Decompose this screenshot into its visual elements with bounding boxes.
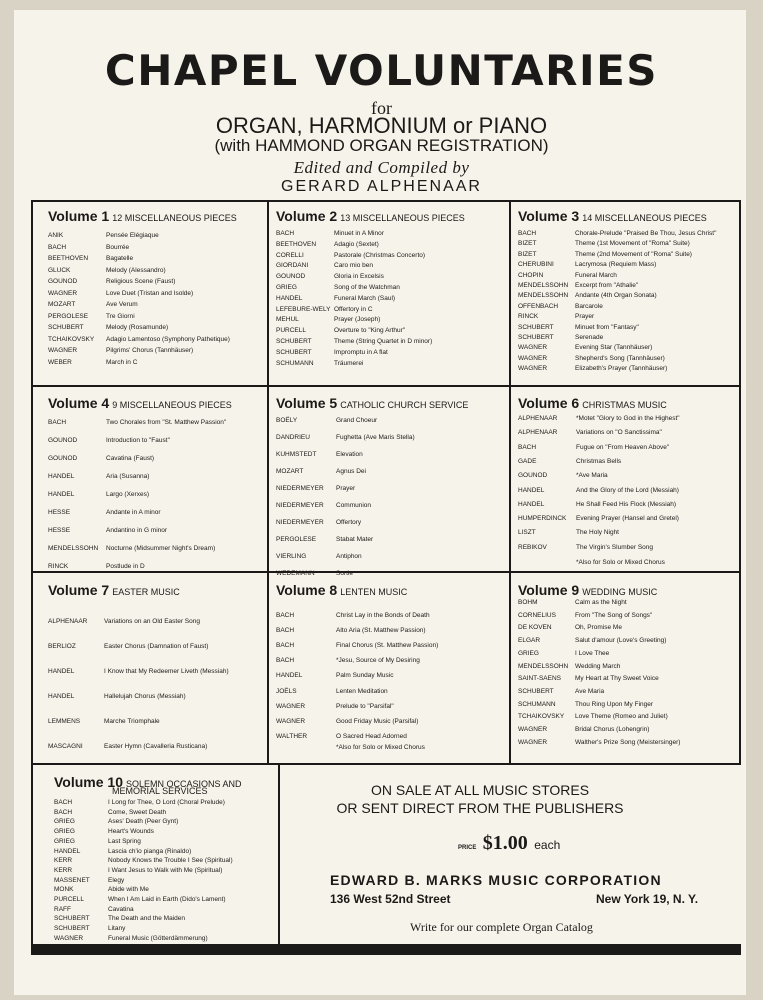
piece-title: Prayer (Joseph) bbox=[334, 316, 381, 324]
piece-title: Pastorale (Christmas Concerto) bbox=[334, 251, 426, 259]
price-amount: $1.00 bbox=[482, 832, 528, 854]
composer-name: ALPHENAAR bbox=[48, 618, 88, 625]
composer-name: PURCELL bbox=[54, 896, 84, 903]
composer-name: PERGOLESE bbox=[48, 312, 89, 320]
piece-title: Elizabeth's Prayer (Tannhäuser) bbox=[575, 365, 668, 373]
composer-name: GOUNOD bbox=[518, 472, 548, 480]
piece-title: Minuet in A Minor bbox=[334, 230, 384, 237]
composer-name: MENDELSSOHN bbox=[518, 662, 569, 670]
composer-name: HANDEL bbox=[48, 473, 75, 480]
piece-title: Wedding March bbox=[575, 662, 621, 670]
volume-number: Volume 1 bbox=[48, 208, 110, 224]
piece-title: Funeral March (Saul) bbox=[334, 294, 396, 302]
composer-name: BERLIOZ bbox=[48, 643, 76, 650]
piece-title: Variations on an Old Easter Song bbox=[104, 618, 200, 625]
piece-title: Tre Giorni bbox=[106, 312, 135, 320]
piece-title: Andantino in G minor bbox=[106, 527, 168, 534]
composer-name: SCHUBERT bbox=[54, 915, 90, 923]
composer-name: ALPHENAAR bbox=[518, 415, 558, 422]
piece-title: Marche Triomphale bbox=[104, 718, 160, 725]
piece-title: I Love Thee bbox=[575, 649, 610, 657]
piece-title: Love Theme (Romeo and Juliet) bbox=[575, 713, 668, 721]
composer-name: KERR bbox=[54, 857, 73, 865]
piece-title: Barcarole bbox=[575, 302, 603, 310]
composer-name: SCHUBERT bbox=[518, 687, 554, 695]
piece-title: Bourrée bbox=[106, 243, 130, 251]
composer-name: LISZT bbox=[518, 529, 536, 537]
volume-heading bbox=[48, 395, 232, 413]
grid-line-row3 bbox=[31, 763, 741, 765]
composer-name: GOUNOD bbox=[48, 455, 78, 462]
composer-name: BACH bbox=[276, 657, 295, 665]
volume-1 bbox=[48, 202, 263, 384]
piece-title: Caro mio ben bbox=[334, 262, 374, 270]
composer-name: WAGNER bbox=[276, 702, 306, 710]
composer-name: MENDELSSOHN bbox=[518, 282, 569, 289]
volume-description: CHRISTMAS MUSIC bbox=[582, 400, 667, 410]
piece-title: Ave Maria bbox=[575, 687, 605, 695]
piece-title: Walther's Prize Song (Meistersinger) bbox=[575, 738, 681, 746]
piece-title: Postlude in D bbox=[106, 563, 145, 570]
piece-title: Prayer bbox=[336, 485, 356, 492]
composer-name: KUHMSTEDT bbox=[276, 451, 317, 458]
composer-name: HESSE bbox=[48, 509, 71, 516]
composer-name: ALPHENAAR bbox=[518, 429, 558, 437]
piece-title: Pilgrims' Chorus (Tannhäuser) bbox=[106, 347, 194, 354]
volume-heading bbox=[48, 582, 180, 600]
volume-heading bbox=[518, 395, 667, 413]
piece-title: *Jesu, Source of My Desiring bbox=[336, 657, 420, 665]
composer-name: BACH bbox=[48, 419, 67, 426]
composer-name: MENDELSSOHN bbox=[48, 545, 99, 552]
composer-name: BACH bbox=[276, 230, 295, 237]
piece-title: Communion bbox=[336, 502, 372, 509]
piece-title: Bridal Chorus (Lohengrin) bbox=[575, 726, 650, 733]
composer-name: HANDEL bbox=[518, 500, 545, 508]
piece-title: Funeral Music (Götterdämmerung) bbox=[108, 934, 208, 942]
piece-title: Cavatina (Faust) bbox=[106, 455, 155, 462]
composer-name: HANDEL bbox=[518, 486, 545, 494]
volume-description: 14 MISCELLANEOUS PIECES bbox=[582, 213, 707, 223]
piece-title: I Long for Thee, O Lord (Choral Prelude) bbox=[108, 799, 225, 806]
composer-name: WALTHER bbox=[276, 732, 308, 740]
composer-name: MOZART bbox=[48, 301, 76, 308]
piece-title: Aria (Susanna) bbox=[106, 473, 150, 480]
piece-title: The Death and the Maiden bbox=[108, 915, 185, 923]
composer-name: PURCELL bbox=[276, 327, 306, 335]
piece-title: Lenten Meditation bbox=[336, 687, 388, 695]
piece-title: Largo (Xerxes) bbox=[106, 491, 149, 498]
piece-title: Litany bbox=[108, 925, 126, 933]
piece-title: Bagatelle bbox=[106, 255, 134, 262]
composer-name: WAGNER bbox=[518, 354, 548, 362]
composer-name: SCHUBERT bbox=[276, 338, 312, 345]
piece-title: Overture to "King Arthur" bbox=[334, 327, 406, 335]
piece-title: Hallelujah Chorus (Messiah) bbox=[104, 693, 186, 700]
piece-title: Easter Hymn (Cavalleria Rusticana) bbox=[104, 743, 208, 750]
piece-title: Ave Verum bbox=[106, 301, 138, 308]
volume-3 bbox=[518, 202, 741, 384]
piece-title: Palm Sunday Music bbox=[336, 672, 394, 680]
piece-title: Träumerei bbox=[334, 359, 364, 367]
grid-line-row1 bbox=[31, 385, 741, 387]
piece-title: Easter Chorus (Damnation of Faust) bbox=[104, 643, 209, 650]
composer-name: CORNELIUS bbox=[518, 611, 556, 619]
composer-name: HANDEL bbox=[54, 847, 81, 855]
piece-title: Nocturne (Midsummer Night's Dream) bbox=[106, 545, 216, 552]
piece-title: Sortie bbox=[336, 570, 353, 577]
volume-description: WEDDING MUSIC bbox=[582, 587, 658, 597]
publisher-name: EDWARD B. MARKS MUSIC CORPORATION bbox=[330, 872, 662, 888]
composer-name: HANDEL bbox=[276, 672, 303, 680]
composer-name: SCHUMANN bbox=[276, 359, 314, 367]
piece-title: Come, Sweet Death bbox=[108, 808, 167, 816]
piece-title: Heart's Wounds bbox=[108, 828, 154, 836]
composer-name: BACH bbox=[518, 443, 537, 451]
composer-name: HANDEL bbox=[48, 693, 75, 700]
sale-line-1: ON SALE AT ALL MUSIC STORES bbox=[370, 782, 590, 798]
piece-title: I Know that My Redeemer Liveth (Messiah) bbox=[104, 668, 229, 675]
composer-name: ELGAR bbox=[518, 637, 541, 645]
piece-title: O Sacred Head Adorned bbox=[336, 732, 407, 740]
piece-title: Fugue on "From Heaven Above" bbox=[576, 443, 670, 451]
piece-title: Andante in A minor bbox=[106, 509, 161, 516]
composer-name: SCHUMANN bbox=[518, 700, 556, 708]
composer-name: BACH bbox=[54, 799, 73, 806]
subtitle-instruments: ORGAN, HARMONIUM or PIANO bbox=[215, 113, 548, 138]
bottom-rule bbox=[31, 944, 741, 955]
composer-name: MASCAGNI bbox=[48, 743, 83, 750]
piece-title: Theme (String Quartet in D minor) bbox=[334, 338, 433, 345]
composer-name: SCHUBERT bbox=[276, 348, 312, 356]
composer-name: SCHUBERT bbox=[518, 323, 554, 331]
composer-name: BACH bbox=[518, 230, 537, 237]
composer-name: NIEDERMEYER bbox=[276, 519, 324, 526]
composer-name: HANDEL bbox=[48, 491, 75, 498]
publisher-city: New York 19, N. Y. bbox=[596, 892, 699, 906]
piece-title: The Virgin's Slumber Song bbox=[576, 543, 653, 551]
volume-7 bbox=[48, 576, 273, 756]
composer-name: NIEDERMEYER bbox=[276, 502, 324, 509]
piece-title: Salut d'amour (Love's Greeting) bbox=[575, 637, 667, 645]
piece-title: *Ave Maria bbox=[576, 472, 608, 480]
composer-name: RAFF bbox=[54, 905, 71, 913]
piece-title: Elevation bbox=[336, 451, 363, 458]
composer-name: GOUNOD bbox=[48, 278, 78, 285]
composer-name: BEETHOVEN bbox=[48, 255, 89, 262]
composer-name: WAGNER bbox=[518, 344, 548, 352]
composer-name: SCHUBERT bbox=[54, 925, 90, 933]
composer-name: GOUNOD bbox=[276, 273, 306, 281]
volume-number: Volume 4 bbox=[48, 395, 110, 411]
composer-name: WAGNER bbox=[54, 934, 84, 942]
piece-title: He Shall Feed His Flock (Messiah) bbox=[576, 500, 677, 508]
piece-title: Song of the Watchman bbox=[334, 284, 400, 291]
composer-name: NIEDERMEYER bbox=[276, 485, 324, 492]
composer-name: GRIEG bbox=[518, 649, 539, 657]
volume-number: Volume 2 bbox=[276, 208, 338, 224]
composer-name: MEHUL bbox=[276, 316, 299, 324]
piece-title: Abide with Me bbox=[108, 886, 149, 894]
composer-name: MENDELSSOHN bbox=[518, 292, 569, 300]
volume-heading bbox=[518, 208, 707, 226]
piece-title: Variations on "O Sanctissima" bbox=[576, 429, 662, 437]
composer-name: BOËLY bbox=[276, 417, 298, 424]
piece-title: Evening Star (Tannhäuser) bbox=[575, 344, 653, 352]
piece-title: Stabat Mater bbox=[336, 536, 374, 543]
composer-name: REBIKOV bbox=[518, 543, 547, 551]
piece-title: Cavatina bbox=[108, 905, 134, 913]
composer-name: SAINT-SAENS bbox=[518, 675, 561, 683]
composer-name: BACH bbox=[276, 612, 295, 619]
composer-name: CORELLI bbox=[276, 251, 304, 259]
piece-title: Last Spring bbox=[108, 837, 141, 845]
composer-name: GIORDANI bbox=[276, 262, 309, 270]
piece-title: Melody (Alessandro) bbox=[106, 266, 166, 274]
composer-name: ANIK bbox=[48, 232, 64, 239]
composer-name: BACH bbox=[276, 642, 295, 650]
piece-title: Shepherd's Song (Tannhäuser) bbox=[575, 354, 665, 362]
composer-name: HANDEL bbox=[48, 668, 75, 675]
publisher-address: 136 West 52nd Street bbox=[330, 892, 451, 906]
grid-line-col2 bbox=[509, 200, 511, 763]
volume-6 bbox=[518, 389, 741, 572]
composer-name: MONK bbox=[54, 886, 74, 894]
piece-title: Oh, Promise Me bbox=[575, 624, 622, 632]
composer-name: LEFEBURE-WELY bbox=[276, 305, 331, 313]
price-row bbox=[458, 832, 560, 855]
piece-title: Adagio Lamentoso (Symphony Pathetique) bbox=[106, 335, 230, 343]
composer-name: HUMPERDINCK bbox=[518, 515, 567, 523]
composer-name: PERGOLESE bbox=[276, 536, 317, 543]
composer-name: DANDRIEU bbox=[276, 434, 310, 441]
piece-title: Final Chorus (St. Matthew Passion) bbox=[336, 642, 439, 650]
composer-name: JOËLS bbox=[276, 687, 297, 695]
volume-number: Volume 6 bbox=[518, 395, 580, 411]
piece-title: Christ Lay in the Bonds of Death bbox=[336, 612, 430, 619]
composer-name: GOUNOD bbox=[48, 437, 78, 444]
composer-name: OFFENBACH bbox=[518, 302, 559, 310]
piece-title: And the Glory of the Lord (Messiah) bbox=[576, 486, 679, 494]
piece-title: Andante (4th Organ Sonata) bbox=[575, 292, 657, 300]
composer-name: TCHAIKOVSKY bbox=[48, 335, 95, 343]
piece-title: When I Am Laid in Earth (Dido's Lament) bbox=[108, 896, 226, 903]
piece-title: Agnus Dei bbox=[336, 468, 366, 475]
composer-name: RINCK bbox=[518, 313, 539, 321]
composer-name: BACH bbox=[276, 627, 295, 635]
subtitle-for: for bbox=[371, 98, 392, 118]
volume-4 bbox=[48, 389, 263, 572]
piece-title: Chorale-Prelude "Praised Be Thou, Jesus Christ" bbox=[575, 230, 717, 237]
piece-title: *Motet "Glory to God in the Highest" bbox=[576, 415, 680, 422]
volume-heading bbox=[276, 208, 465, 226]
composer-name: DE KOVEN bbox=[518, 624, 552, 632]
composer-name: WEBER bbox=[48, 358, 72, 366]
piece-title: Grand Choeur bbox=[336, 417, 378, 424]
composer-name: BACH bbox=[54, 808, 73, 816]
composer-name: GRIEG bbox=[54, 828, 75, 836]
piece-title: Christmas Bells bbox=[576, 457, 622, 465]
piece-title: Good Friday Music (Parsifal) bbox=[336, 717, 419, 725]
footnote: *Also for Solo or Mixed Chorus bbox=[576, 559, 665, 566]
piece-title: Minuet from "Fantasy" bbox=[575, 323, 639, 331]
composer-name: VIERLING bbox=[276, 553, 307, 560]
composer-name: GADE bbox=[518, 457, 537, 465]
composer-name: BOHM bbox=[518, 599, 538, 606]
volume-description: 12 MISCELLANEOUS PIECES bbox=[112, 213, 237, 223]
composer-name: HANDEL bbox=[276, 294, 303, 302]
piece-title: Adagio (Sextet) bbox=[334, 240, 379, 248]
editor-name: GERARD ALPHENAAR bbox=[281, 178, 482, 195]
composer-name: BIZET bbox=[518, 250, 537, 258]
edited-by-line: Edited and Compiled by bbox=[293, 158, 470, 177]
composer-name: KERR bbox=[54, 866, 73, 874]
piece-title: Fughetta (Ave Maris Stella) bbox=[336, 434, 415, 441]
volume-heading bbox=[276, 395, 468, 413]
volume-heading bbox=[48, 208, 237, 226]
volume-description: LENTEN MUSIC bbox=[340, 587, 408, 597]
piece-title: Lacrymosa (Requiem Mass) bbox=[575, 261, 657, 269]
composer-name: GRIEG bbox=[54, 837, 75, 845]
piece-title: The Holy Night bbox=[576, 529, 619, 537]
piece-title: Introduction to "Faust" bbox=[106, 437, 170, 444]
volume-9 bbox=[518, 576, 741, 756]
piece-title: Offertory in C bbox=[334, 305, 373, 313]
composer-name: WAGNER bbox=[48, 289, 78, 297]
piece-title: Two Chorales from "St. Matthew Passion" bbox=[106, 419, 227, 426]
composer-name: SCHUBERT bbox=[48, 324, 84, 331]
composer-name: LEMMENS bbox=[48, 718, 81, 725]
volume-description: EASTER MUSIC bbox=[112, 587, 180, 597]
composer-name: WAGNER bbox=[276, 717, 306, 725]
piece-title: Lascia ch'io pianga (Rinaldo) bbox=[108, 847, 192, 855]
volume-2 bbox=[276, 202, 506, 384]
composer-name: SCHUBERT bbox=[518, 334, 554, 341]
piece-title: Funeral March bbox=[575, 271, 617, 279]
composer-name: WAGNER bbox=[48, 347, 78, 354]
composer-name: HESSE bbox=[48, 527, 71, 534]
piece-title: Theme (2nd Movement of "Roma" Suite) bbox=[575, 250, 692, 258]
subtitle-hammond: (with HAMMOND ORGAN REGISTRATION) bbox=[214, 136, 549, 155]
piece-title: I Want Jesus to Walk with Me (Spiritual) bbox=[108, 866, 223, 874]
piece-title: Nobody Knows the Trouble I See (Spiritual) bbox=[108, 857, 233, 865]
volume-number: Volume 8 bbox=[276, 582, 338, 598]
composer-name: BACH bbox=[48, 243, 67, 251]
piece-title: Pensée Elégiaque bbox=[106, 232, 159, 239]
price-each: each bbox=[534, 838, 561, 852]
piece-title: Prayer bbox=[575, 313, 595, 321]
footnote: *Also for Solo or Mixed Chorus bbox=[336, 744, 425, 751]
composer-name: WEDEMANN bbox=[276, 570, 315, 577]
piece-title: March in C bbox=[106, 358, 138, 366]
composer-name: BIZET bbox=[518, 240, 537, 248]
composer-name: WAGNER bbox=[518, 726, 548, 733]
piece-title: Offertory bbox=[336, 519, 362, 526]
volume-description: SOLEMN OCCASIONS AND bbox=[126, 779, 242, 789]
piece-title: Prelude to "Parsifal" bbox=[336, 702, 394, 710]
piece-title: Love Duet (Tristan and Isolde) bbox=[106, 289, 194, 297]
page-title: CHAPEL VOLUNTARIES bbox=[104, 46, 659, 95]
composer-name: BEETHOVEN bbox=[276, 240, 317, 248]
composer-name: GRIEG bbox=[54, 818, 75, 826]
piece-title: Calm as the Night bbox=[575, 599, 627, 606]
composer-name: MASSENET bbox=[54, 876, 90, 884]
grid-line-left bbox=[31, 200, 33, 952]
composer-name: TCHAIKOVSKY bbox=[518, 713, 565, 721]
composer-name: RINCK bbox=[48, 563, 69, 570]
composer-name: MOZART bbox=[276, 468, 304, 475]
piece-title: My Heart at Thy Sweet Voice bbox=[575, 675, 659, 683]
composer-name: WAGNER bbox=[518, 365, 548, 373]
piece-title: Antiphon bbox=[336, 553, 362, 560]
sale-line-2: OR SENT DIRECT FROM THE PUBLISHERS bbox=[336, 800, 624, 816]
catalog-note: Write for our complete Organ Catalog bbox=[410, 920, 593, 934]
volume-description-line2: MEMORIAL SERVICES bbox=[112, 786, 208, 796]
piece-title: Melody (Rosamunde) bbox=[106, 324, 169, 331]
volume-number: Volume 9 bbox=[518, 582, 580, 598]
volume-8 bbox=[276, 576, 506, 756]
piece-title: Elegy bbox=[108, 876, 125, 884]
price-label: PRICE bbox=[458, 845, 477, 851]
volume-description: 9 MISCELLANEOUS PIECES bbox=[112, 400, 232, 410]
composer-name: WAGNER bbox=[518, 738, 548, 746]
volume-number: Volume 7 bbox=[48, 582, 110, 598]
piece-title: Evening Prayer (Hansel and Gretel) bbox=[576, 515, 679, 523]
volume-number: Volume 10 bbox=[54, 774, 123, 790]
piece-title: Excerpt from "Athalie" bbox=[575, 282, 639, 289]
composer-name: GLUCK bbox=[48, 266, 71, 274]
piece-title: Theme (1st Movement of "Roma" Suite) bbox=[575, 240, 690, 248]
volume-number: Volume 5 bbox=[276, 395, 338, 411]
volume-number: Volume 3 bbox=[518, 208, 580, 224]
piece-title: Gloria in Excelsis bbox=[334, 273, 384, 281]
piece-title: Thou Ring Upon My Finger bbox=[575, 700, 654, 708]
composer-name: CHOPIN bbox=[518, 271, 544, 279]
volume-10 bbox=[54, 768, 276, 946]
volume-5 bbox=[276, 389, 506, 577]
volume-heading bbox=[518, 582, 657, 600]
volume-description: CATHOLIC CHURCH SERVICE bbox=[340, 400, 469, 410]
volume-description: 13 MISCELLANEOUS PIECES bbox=[340, 213, 465, 223]
piece-title: Serenade bbox=[575, 334, 604, 341]
piece-title: Impromptu in A flat bbox=[334, 348, 388, 356]
piece-title: Religious Scene (Faust) bbox=[106, 278, 176, 285]
composer-name: CHERUBINI bbox=[518, 261, 554, 269]
piece-title: From "The Song of Songs" bbox=[575, 611, 653, 619]
volume-heading bbox=[276, 582, 407, 600]
piece-title: Ases' Death (Peer Gynt) bbox=[108, 818, 179, 826]
composer-name: GRIEG bbox=[276, 284, 297, 291]
piece-title: Alto Aria (St. Matthew Passion) bbox=[336, 627, 426, 635]
